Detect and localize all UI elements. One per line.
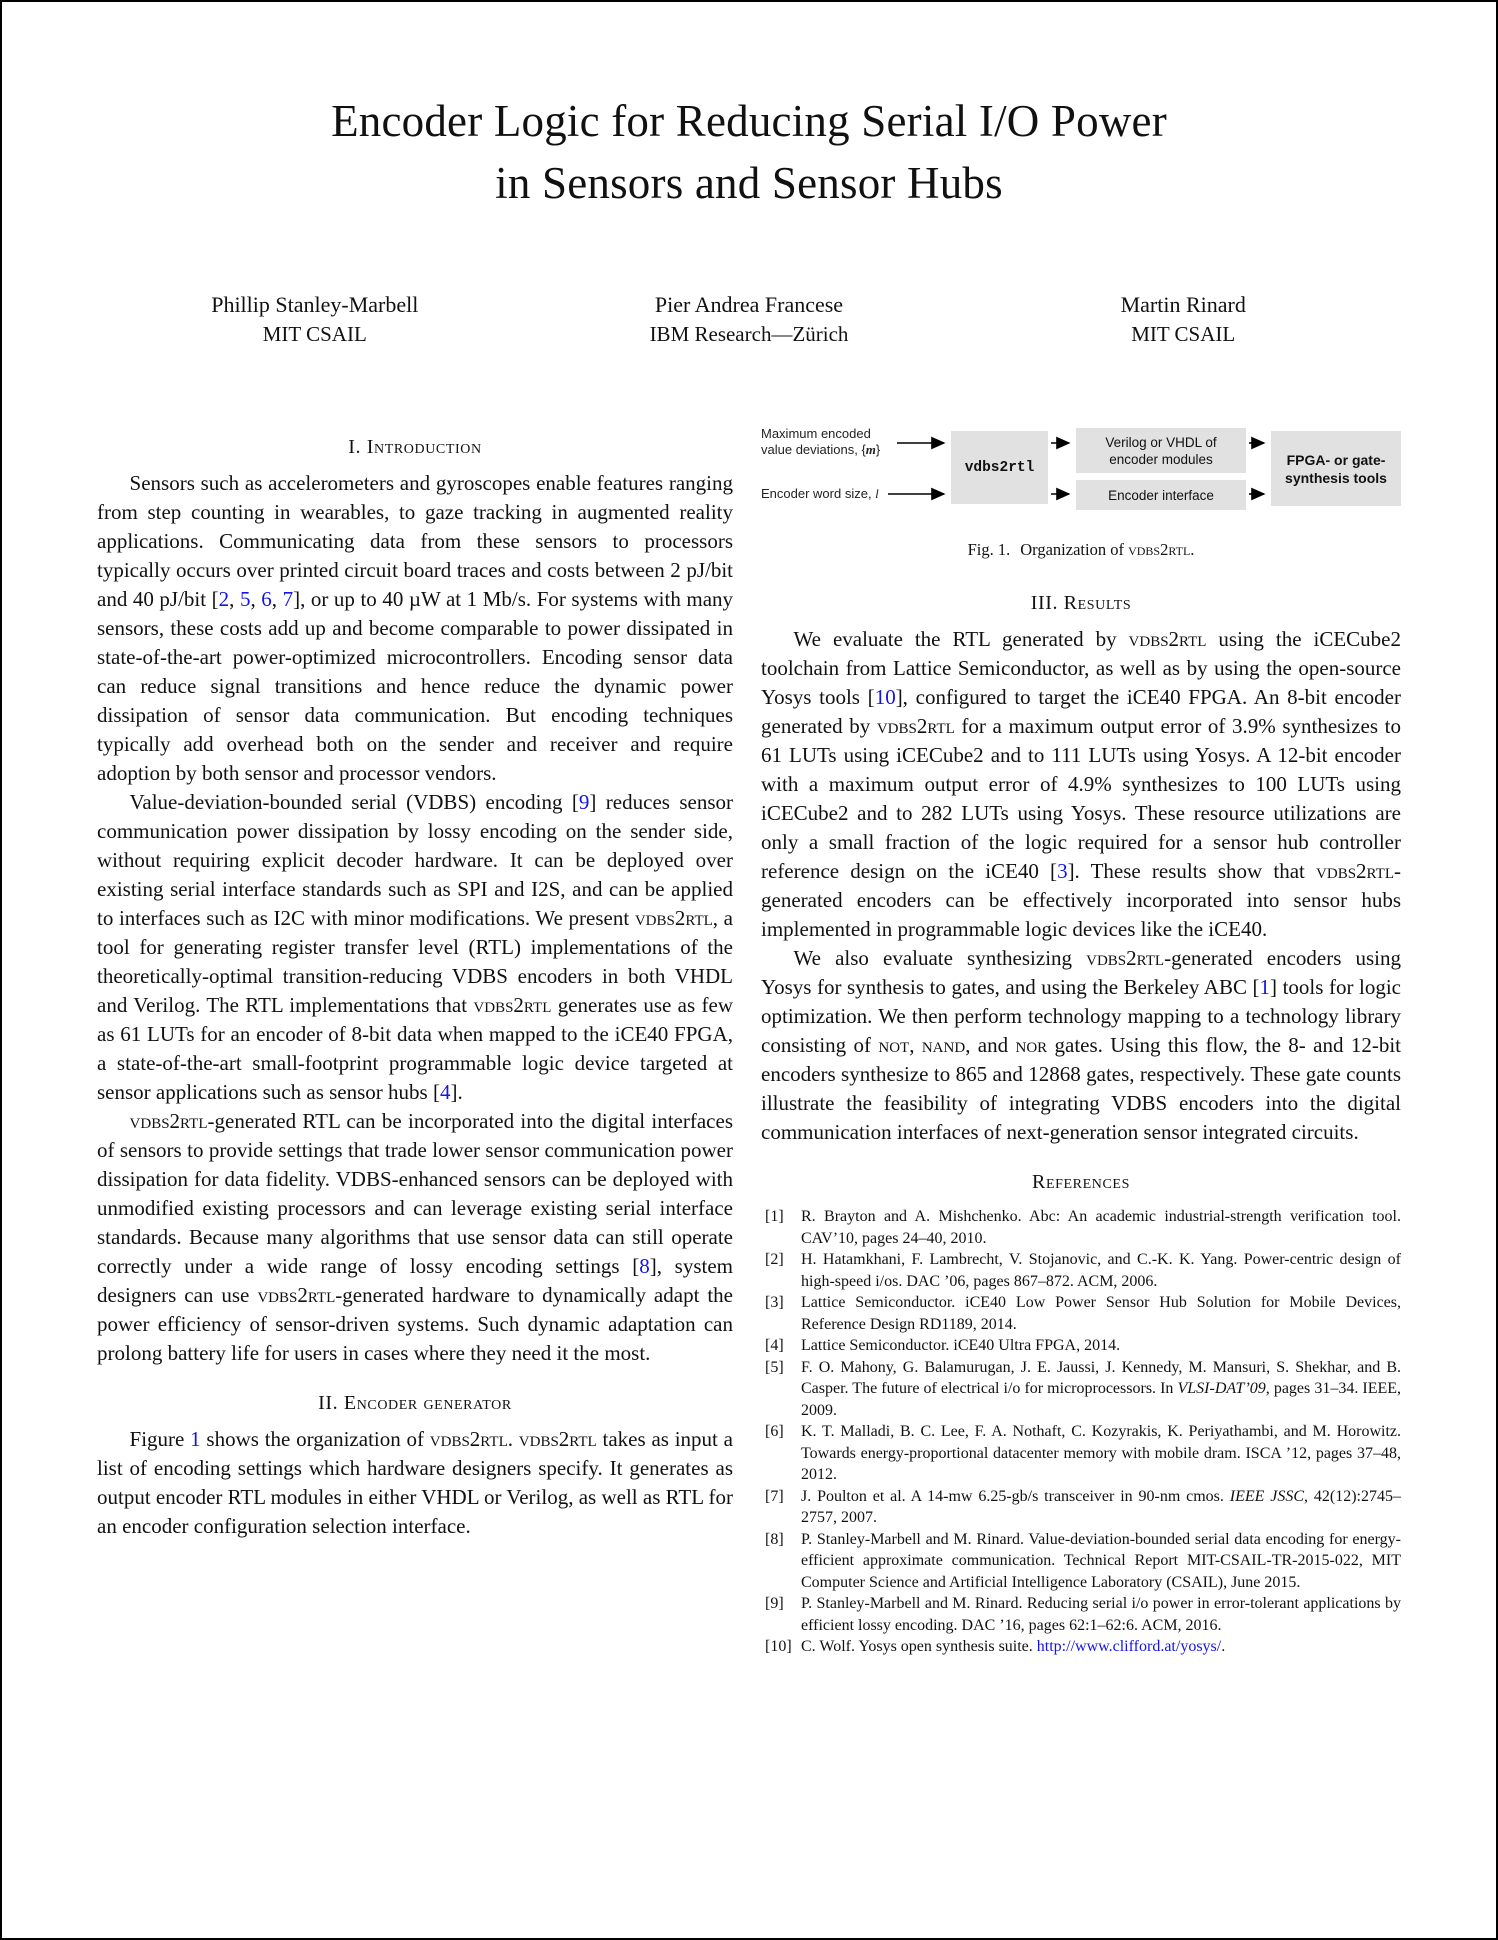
text-segment: , [229,587,240,611]
text-segment: generates use as few as 61 LUTs for an encoder of 8-bit data when mapped to the iCE40 FPGA, a state-of-the-art small-footprint programmable logic device targeted at sensor applications such as sensor hubs [ [97,993,733,1104]
text-segment: , [909,1033,922,1057]
text-segment: vdbs2rtl [473,993,552,1017]
text-segment: Organization of [1020,540,1129,559]
figure-1 [761,416,1401,560]
citation-link[interactable]: 1 [1259,975,1271,999]
text-segment: , [250,587,262,611]
figure-input-label-deviations [761,426,893,458]
citation-link[interactable]: 7 [282,587,294,611]
right-column [761,414,1401,1658]
citation-link[interactable]: 3 [1057,859,1068,883]
figure-box-vdbs2rtl: vdbs2rtl [951,431,1048,504]
text-segment: -generated RTL can be incorporated into the digital interfaces of sensors to provide settings that trade lower sensor communication power dissipation for data fidelity. VDBS-enhanced sensors can be deployed with unmodified existing processors and can leverage existing serial interface standards. Because many algorithms that use sensor data can still operate correctly under a wide range of lossy encoding settings [ [97,1109,733,1278]
title-line-1: Encoder Logic for Reducing Serial I/O Power [331,96,1167,146]
text-segment: vdbs2rtl [257,1283,336,1307]
url-link[interactable]: http://www.clifford.at/yosys/ [1036,1638,1222,1655]
text-segment: ], system designers can use [97,1254,734,1307]
paragraph [761,625,1401,944]
text-segment: not [878,1033,910,1057]
reference-item [761,1421,1401,1486]
text-segment: Maximum encoded value deviations, { [761,426,871,457]
author-3 [966,290,1400,348]
citation-link[interactable]: 8 [639,1254,650,1278]
text-segment: , a tool for generating register transfer level (RTL) implementations of the theoretically-optimal transition-reducing VDBS encoders in both VHDL and Verilog. The RTL implementations that [97,906,733,1017]
text-segment: VLSI-DAT’09 [1177,1380,1266,1397]
figure-input-label-word-size [761,486,893,502]
reference-item [761,1357,1401,1422]
references-list [761,1206,1401,1658]
text-segment: P. Stanley-Marbell and M. Rinard. Reducing serial i/o power in error-tolerant applications by efficient lossy encoding. DAC ’16, pages 62:1–62:6. ACM, 2016. [801,1595,1401,1634]
reference-text [801,1529,1401,1594]
text-segment: vdbs2rtl [429,1427,508,1451]
text-segment: vdbs2rtl [876,714,955,738]
section-heading-references: References [1032,1171,1130,1193]
section-heading-introduction: I. Introduction [348,436,482,458]
text-segment: vdbs2rtl [518,1427,597,1451]
reference-text [801,1249,1401,1292]
figure-1-caption [761,540,1401,560]
title-line-2: in Sensors and Sensor Hubs [495,158,1003,208]
reference-label: [5] [765,1358,784,1376]
text-segment: -generated encoders using Yosys for synthesis to gates, and using the Berkeley ABC [ [761,946,1401,999]
author-affiliation: IBM Research—Zürich [649,322,849,346]
text-segment: IEEE JSSC [1229,1487,1305,1505]
author-name: Phillip Stanley-Marbell [211,292,419,317]
figure-1-diagram [761,416,1401,516]
text-segment: nor [1015,1033,1048,1057]
two-column-body [97,414,1401,1658]
reference-item [761,1486,1401,1529]
reference-text [801,1357,1401,1422]
text-segment: vdbs2rtl [129,1109,208,1133]
paper-title [97,90,1401,214]
text-segment: l [875,486,879,501]
paragraph [97,469,733,788]
text-segment: F. O. Mahony, G. Balamurugan, J. E. Jaussi, J. Kennedy, M. Mansuri, S. Shekhar, and B. Casper. The future of electrical i/o for microprocessors. In [801,1358,1401,1397]
text-segment: R. Brayton and A. Mishchenko. Abc: An academic industrial-strength verification tool. CAV’10, pages 24–40, 2010. [801,1208,1401,1247]
text-segment: , pages 31–34. IEEE, 2009. [801,1380,1402,1419]
text-segment: C. Wolf. Yosys open synthesis suite. [801,1638,1037,1655]
author-name: Pier Andrea Francese [654,292,844,317]
reference-label: [6] [765,1423,784,1440]
author-affiliation: MIT CSAIL [1131,322,1236,346]
section-heading-encoder-generator: II. Encoder generator [318,1392,512,1414]
text-segment: Lattice Semiconductor. iCE40 Low Power Sensor Hub Solution for Mobile Devices, Reference Design RD1189, 2014. [801,1294,1401,1333]
citation-link[interactable]: 5 [239,587,251,611]
text-segment: . [1190,540,1195,559]
text-segment: ], or up to 40 µW at 1 Mb/s. For systems with many sensors, these costs add up and become comparable to power dissipated in state-of-the-art power-optimized microcontrollers. Encoding sensor data can reduce signal transitions and hence reduce the dynamic power dissipation of sensor data communication. But encoding techniques typically add overhead both on the sender and receiver and require adoption by both sensor and processor vendors. [97,587,734,785]
citation-link[interactable]: 9 [578,790,590,814]
reference-text [801,1335,1401,1357]
citation-link[interactable]: 4 [439,1080,451,1104]
text-segment: vdbs2rtl [1128,627,1207,651]
author-1 [98,290,532,348]
reference-text [801,1636,1401,1658]
text-segment: -generated hardware to dynamically adapt the power efficiency of sensor-driven systems. Such dynamic adaptation can prolong battery life for users in cases where they need it the most. [97,1283,734,1365]
reference-label: [8] [765,1530,784,1548]
text-segment: Sensors such as accelerometers and gyroscopes enable features ranging from step counting in wearables, to gaze tracking in augmented reality applications. Communicating data from these sensors to processors typically occurs over printed circuit board traces and costs between 2 pJ/bit and 40 pJ/bit [ [97,471,733,611]
text-segment: ]. These results show that [1067,859,1317,883]
author-2 [532,290,966,348]
text-segment: J. Poulton et al. A 14-mw 6.25-gb/s transceiver in 90-nm cmos. [801,1487,1230,1505]
text-segment: We evaluate the RTL generated by [793,627,1129,651]
citation-link[interactable]: 10 [874,685,896,709]
reference-item [761,1292,1401,1335]
figure-box-encoder-interface: Encoder interface [1076,480,1246,510]
text-segment: takes as input a list of encoding settings which hardware designers specify. It generates as output encoder RTL modules in either VHDL or Verilog, as well as RTL for an encoder configuration selection interface. [97,1427,733,1538]
text-segment: m [865,442,876,457]
reference-item [761,1335,1401,1357]
text-segment: Lattice Semiconductor. iCE40 Ultra FPGA, 2014. [801,1337,1121,1354]
author-affiliation: MIT CSAIL [262,322,367,346]
reference-label: [9] [765,1595,784,1612]
reference-item [761,1529,1401,1594]
text-segment: . [507,1427,519,1451]
text-segment: } [875,442,881,457]
reference-item [761,1206,1401,1249]
reference-label: [1] [765,1208,784,1225]
text-segment: We also evaluate synthesizing [793,946,1087,970]
text-segment: Encoder word size, [761,486,876,501]
figure-box-verilog-vhdl: Verilog or VHDL of encoder modules [1076,428,1246,473]
text-segment: , [271,587,283,611]
text-segment: vdbs2rtl [634,906,713,930]
text-segment: , 42(12):2745–2757, 2007. [801,1487,1401,1526]
text-segment: ], configured to target the iCE40 FPGA. An 8-bit encoder generated by [761,685,1401,738]
text-segment: vdbs2rtl [1316,859,1394,883]
reference-text [801,1486,1401,1529]
reference-text [801,1421,1401,1486]
figure-box-synthesis-tools: FPGA- or gate-synthesis tools [1271,431,1401,506]
text-segment: -generated encoders can be effectively incorporated into sensor hubs implemented in programmable logic devices like the iCE40. [761,859,1401,941]
text-segment: nand [921,1033,966,1057]
text-segment: using the iCECube2 toolchain from Lattice Semiconductor, as well as by using the open-source Yosys tools [ [761,627,1401,709]
reference-label: [7] [765,1487,784,1505]
reference-item [761,1593,1401,1636]
reference-text [801,1593,1401,1636]
text-segment: Figure [129,1427,191,1451]
text-segment: gates. Using this flow, the 8- and 12-bit encoders synthesize to 865 and 12868 gates, respectively. These gate counts illustrate the feasibility of integrating VDBS encoders into the digital communication interfaces of next-generation sensor integrated circuits. [761,1033,1401,1144]
text-segment: vdbs2rtl [1086,946,1165,970]
text-segment: vdbs2rtl [1128,540,1191,559]
text-segment: ]. [450,1080,463,1104]
reference-text [801,1292,1401,1335]
text-segment: ] tools for logic optimization. We then perform technology mapping to a technology library consisting of [761,975,1401,1057]
figure-caption-label: Fig. 1. [967,540,1011,559]
text-segment: , and [965,1033,1016,1057]
text-segment: Value-deviation-bounded serial (VDBS) encoding [ [129,790,579,814]
reference-label: [4] [765,1337,784,1354]
text-segment: . [1221,1638,1226,1655]
paragraph [761,944,1401,1147]
paragraph [97,788,733,1107]
text-segment: ] reduces sensor communication power dissipation by lossy encoding on the sender side, without requiring explicit decoder hardware. It can be deployed over existing serial interface standards such as SPI and I2S, and can be applied to interfaces such as I2C with minor modifications. We present [97,790,734,930]
paragraph [97,1107,733,1368]
section-heading-results: III. Results [1030,592,1132,614]
text-segment: for a maximum output error of 3.9% synthesizes to 61 LUTs using iCECube2 and to 111 LUTs using Yosys. A 12-bit encoder with a maximum output error of 4.9% synthesizes to 100 LUTs using iCECube2 and to 282 LUTs using Yosys. These resource utilizations are only a small fraction of the logic required for a sensor hub controller reference design on the iCE40 [ [761,714,1401,883]
author-block [97,290,1401,348]
text-segment: K. T. Malladi, B. C. Lee, F. A. Nothaft, C. Kozyrakis, K. Periyathambi, and M. Horowitz. Towards energy-proportional datacenter memory with mobile dram. ISCA ’12, pages 37–48, 2012. [801,1423,1401,1483]
figure-caption-text [1020,540,1194,559]
text-segment: shows the organization of [200,1427,430,1451]
reference-label: [2] [765,1251,784,1268]
text-segment: H. Hatamkhani, F. Lambrecht, V. Stojanovic, and C.-K. K. Yang. Power-centric design of high-speed i/os. DAC ’06, pages 867–872. ACM, 2006. [801,1251,1401,1290]
citation-link[interactable]: 6 [261,587,272,611]
reference-item [761,1636,1401,1658]
citation-link[interactable]: 1 [190,1427,201,1451]
text-segment: P. Stanley-Marbell and M. Rinard. Value-deviation-bounded serial data encoding for energy-efficient approximate communication. Technical Report MIT-CSAIL-TR-2015-022, MIT Computer Science and Artificial Intelligence Laboratory (CSAIL), June 2015. [801,1530,1401,1591]
reference-label: [3] [765,1294,784,1311]
paragraph [97,1425,733,1541]
reference-label: [10] [765,1638,792,1655]
reference-item [761,1249,1401,1292]
reference-text [801,1206,1401,1249]
citation-link[interactable]: 2 [218,587,230,611]
author-name: Martin Rinard [1120,292,1246,317]
left-column [97,414,733,1658]
